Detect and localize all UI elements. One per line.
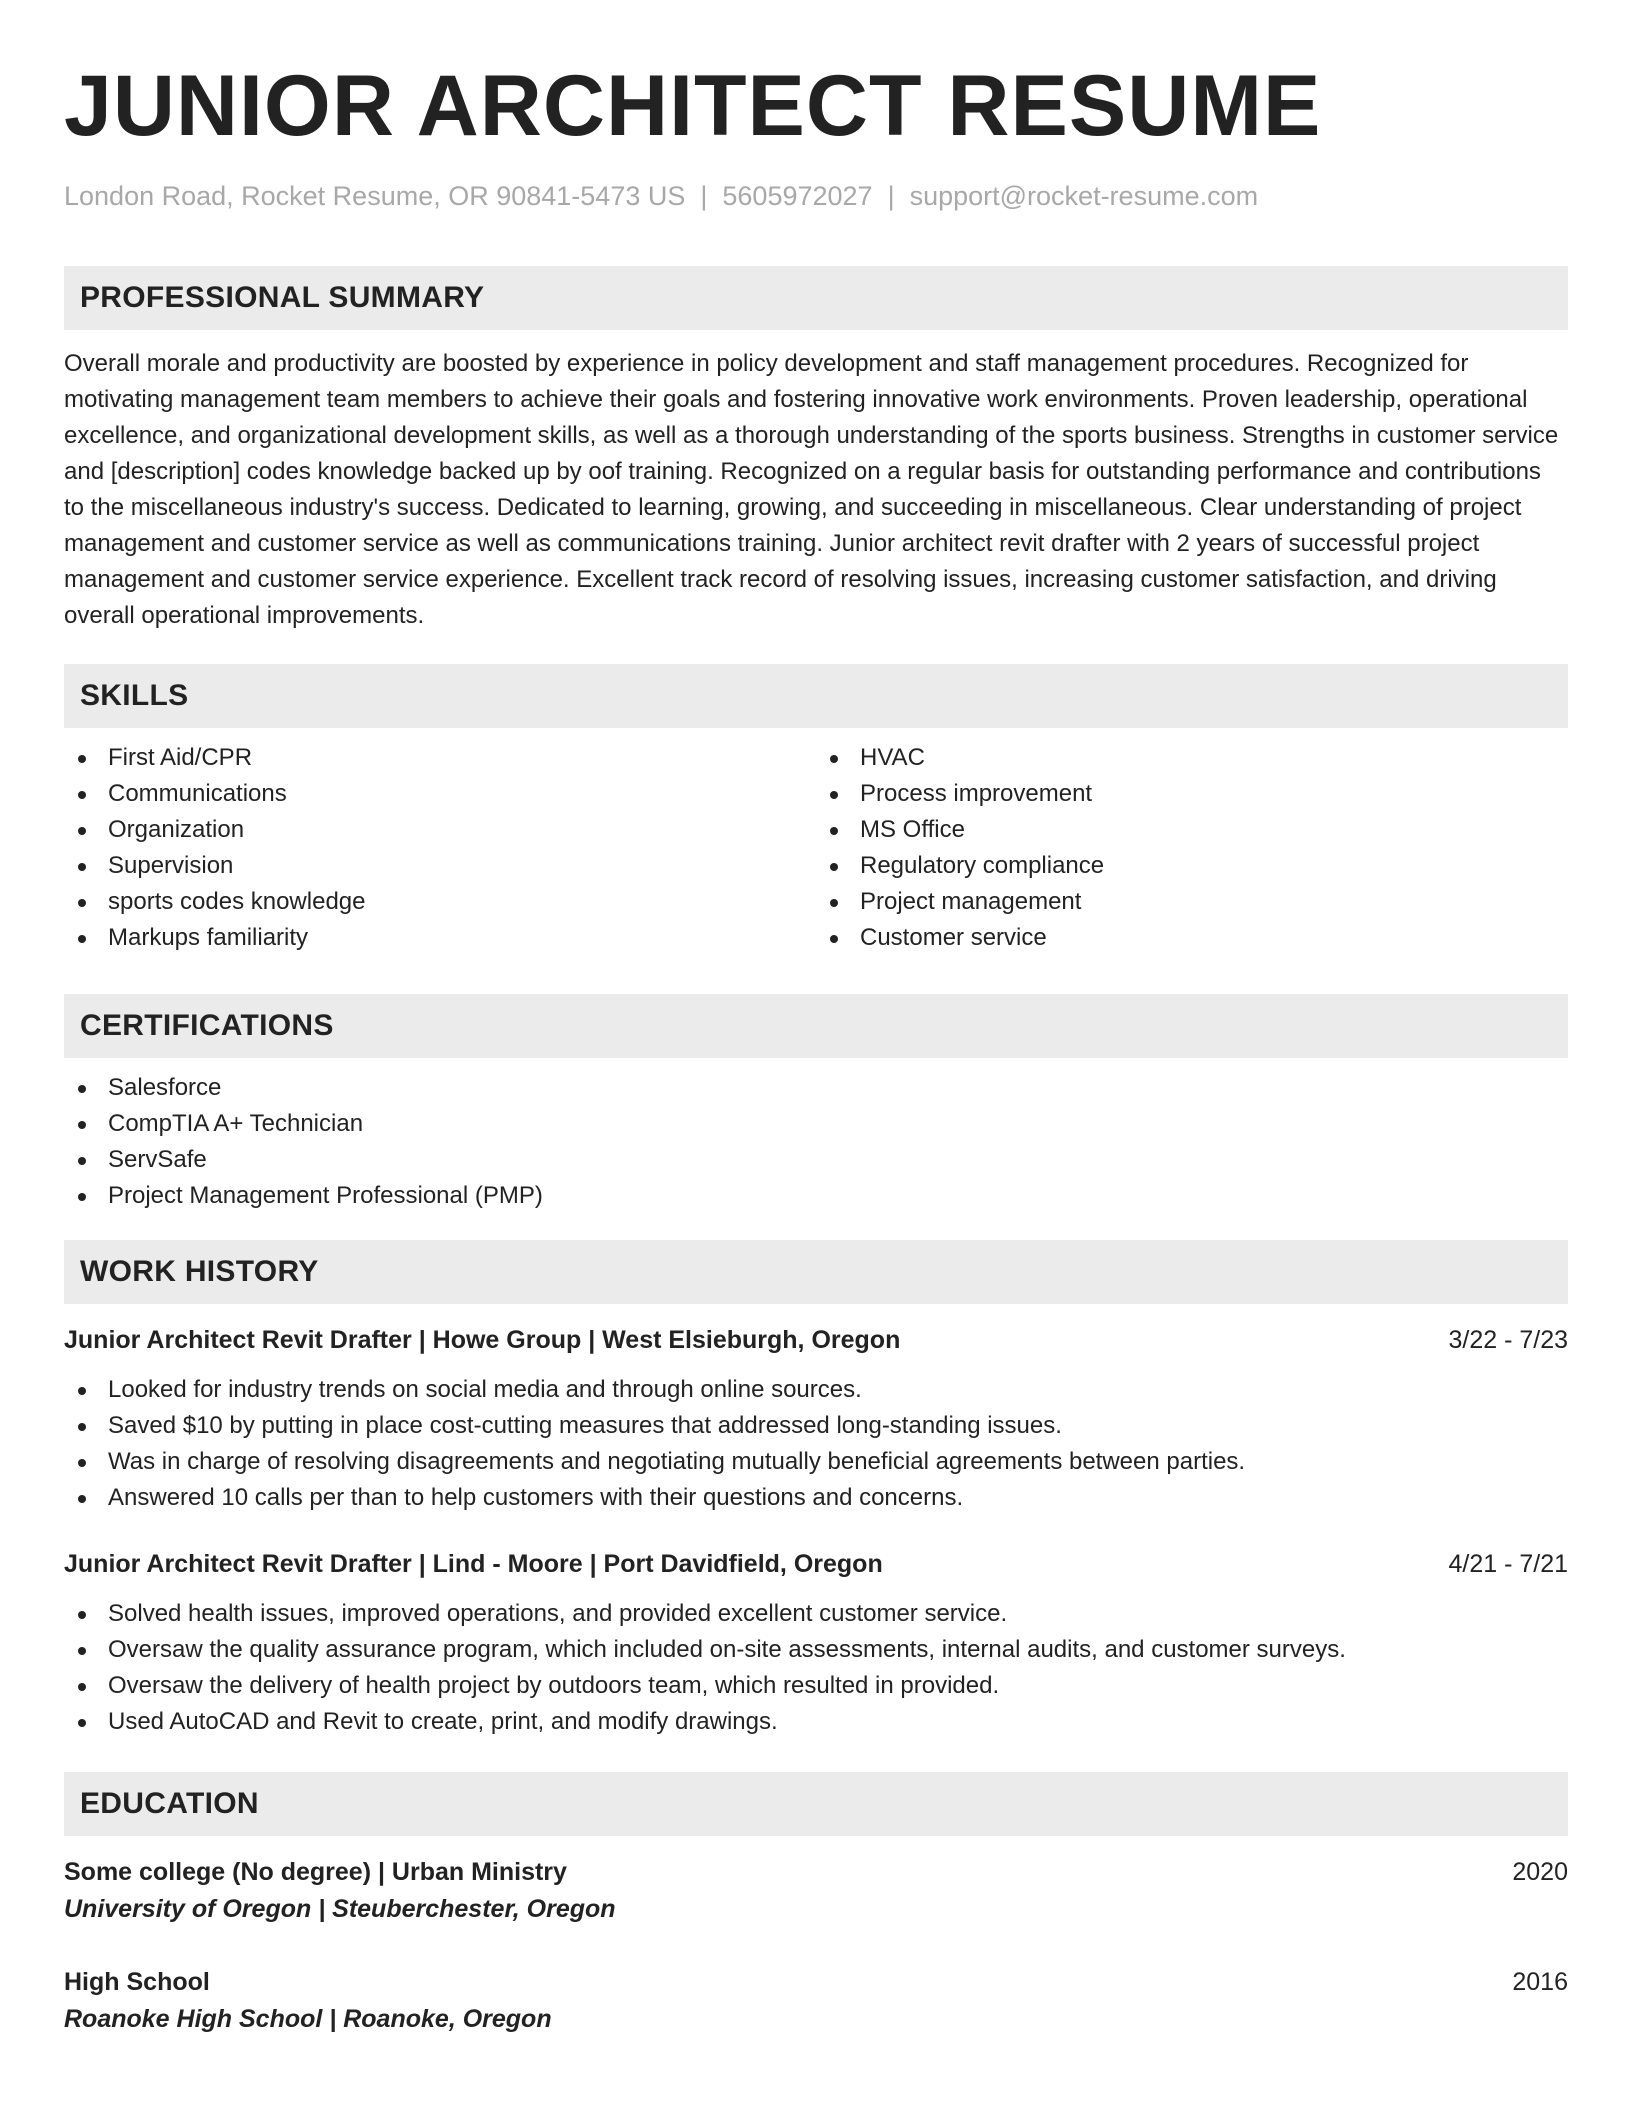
contact-separator: | xyxy=(887,181,895,211)
contact-phone: 5605972027 xyxy=(722,181,873,211)
job-bullet: Oversaw the delivery of health project by outdoors team, which resulted in provided. xyxy=(64,1668,1568,1704)
summary-text: Overall morale and productivity are boosted by experience in policy development and staff management procedures. Recognized for motivating management team members to achieve their goals and fostering innovative work environments. Proven leadership, operational excellence, and organizational development skills, as well as a thorough understanding of the sports business. Strengths in customer service and [description] codes knowledge backed up by oof training. Recognized on a regular basis for outstanding performance and contributions to the miscellaneous industry's success. Dedicated to learning, growing, and succeeding in miscellaneous. Clear understanding of project management and customer service as well as communications training. Junior architect revit drafter with 2 years of successful project management and customer service experience. Excellent track record of resolving issues, increasing customer satisfaction, and driving overall operational improvements. xyxy=(64,350,1559,629)
skill-item: HVAC xyxy=(816,740,1568,776)
education-title-row xyxy=(64,1854,1568,1890)
skill-item: sports codes knowledge xyxy=(64,884,816,920)
skills-list-left xyxy=(64,740,816,956)
education-school: Roanoke High School | Roanoke, Oregon xyxy=(64,2005,552,2033)
education-degree: Some college (No degree) | Urban Ministry xyxy=(64,1858,567,1886)
job-entry xyxy=(64,1322,1568,1516)
certification-item: Project Management Professional (PMP) xyxy=(64,1178,1568,1214)
skill-item: Communications xyxy=(64,776,816,812)
skill-item: Supervision xyxy=(64,848,816,884)
education-title-row xyxy=(64,1964,1568,2000)
job-bullet: Oversaw the quality assurance program, which included on-site assessments, internal audits, and customer surveys. xyxy=(64,1632,1568,1668)
skill-item: First Aid/CPR xyxy=(64,740,816,776)
job-bullet: Used AutoCAD and Revit to create, print, and modify drawings. xyxy=(64,1704,1568,1740)
job-bullets xyxy=(64,1372,1568,1516)
skills-columns xyxy=(64,728,1568,956)
skill-item: Project management xyxy=(816,884,1568,920)
skill-item: Regulatory compliance xyxy=(816,848,1568,884)
summary-section-header: PROFESSIONAL SUMMARY xyxy=(64,266,1568,330)
contact-separator: | xyxy=(700,181,708,211)
job-bullet: Looked for industry trends on social media and through online sources. xyxy=(64,1372,1568,1408)
work-history-section-header: WORK HISTORY xyxy=(64,1240,1568,1304)
education-section-header: EDUCATION xyxy=(64,1772,1568,1836)
education-school: University of Oregon | Steuberchester, Oregon xyxy=(64,1895,616,1923)
job-dates: 4/21 - 7/21 xyxy=(1448,1550,1568,1578)
skill-item: Process improvement xyxy=(816,776,1568,812)
contact-email: support@rocket-resume.com xyxy=(909,181,1259,211)
contact-line xyxy=(64,178,1568,214)
job-bullet: Saved $10 by putting in place cost-cutting measures that addressed long-standing issues. xyxy=(64,1408,1568,1444)
job-entry xyxy=(64,1546,1568,1740)
skill-item: Customer service xyxy=(816,920,1568,956)
certifications-list xyxy=(64,1070,1568,1214)
skills-list-right xyxy=(816,740,1568,956)
certifications-section-header: CERTIFICATIONS xyxy=(64,994,1568,1058)
education-year: 2016 xyxy=(1512,1968,1568,1996)
job-dates: 3/22 - 7/23 xyxy=(1448,1326,1568,1354)
education-entry xyxy=(64,1964,1568,2038)
skills-section-header: SKILLS xyxy=(64,664,1568,728)
certification-item: Salesforce xyxy=(64,1070,1568,1106)
certification-item: CompTIA A+ Technician xyxy=(64,1106,1568,1142)
job-bullets xyxy=(64,1596,1568,1740)
certification-item: ServSafe xyxy=(64,1142,1568,1178)
job-bullet: Was in charge of resolving disagreements and negotiating mutually beneficial agreements between parties. xyxy=(64,1444,1568,1480)
skill-item: MS Office xyxy=(816,812,1568,848)
education-year: 2020 xyxy=(1512,1858,1568,1886)
job-bullet: Solved health issues, improved operations, and provided excellent customer service. xyxy=(64,1596,1568,1632)
job-title: Junior Architect Revit Drafter | Howe Group | West Elsieburgh, Oregon xyxy=(64,1326,901,1354)
education-entry xyxy=(64,1854,1568,1928)
skill-item: Markups familiarity xyxy=(64,920,816,956)
job-bullet: Answered 10 calls per than to help customers with their questions and concerns. xyxy=(64,1480,1568,1516)
education-degree: High School xyxy=(64,1968,210,1996)
contact-address: London Road, Rocket Resume, OR 90841-5473 US xyxy=(64,181,686,211)
resume-title: JUNIOR ARCHITECT RESUME xyxy=(64,58,1322,154)
job-title: Junior Architect Revit Drafter | Lind - Moore | Port Davidfield, Oregon xyxy=(64,1550,883,1578)
skill-item: Organization xyxy=(64,812,816,848)
job-title-row xyxy=(64,1322,1568,1358)
job-title-row xyxy=(64,1546,1568,1582)
